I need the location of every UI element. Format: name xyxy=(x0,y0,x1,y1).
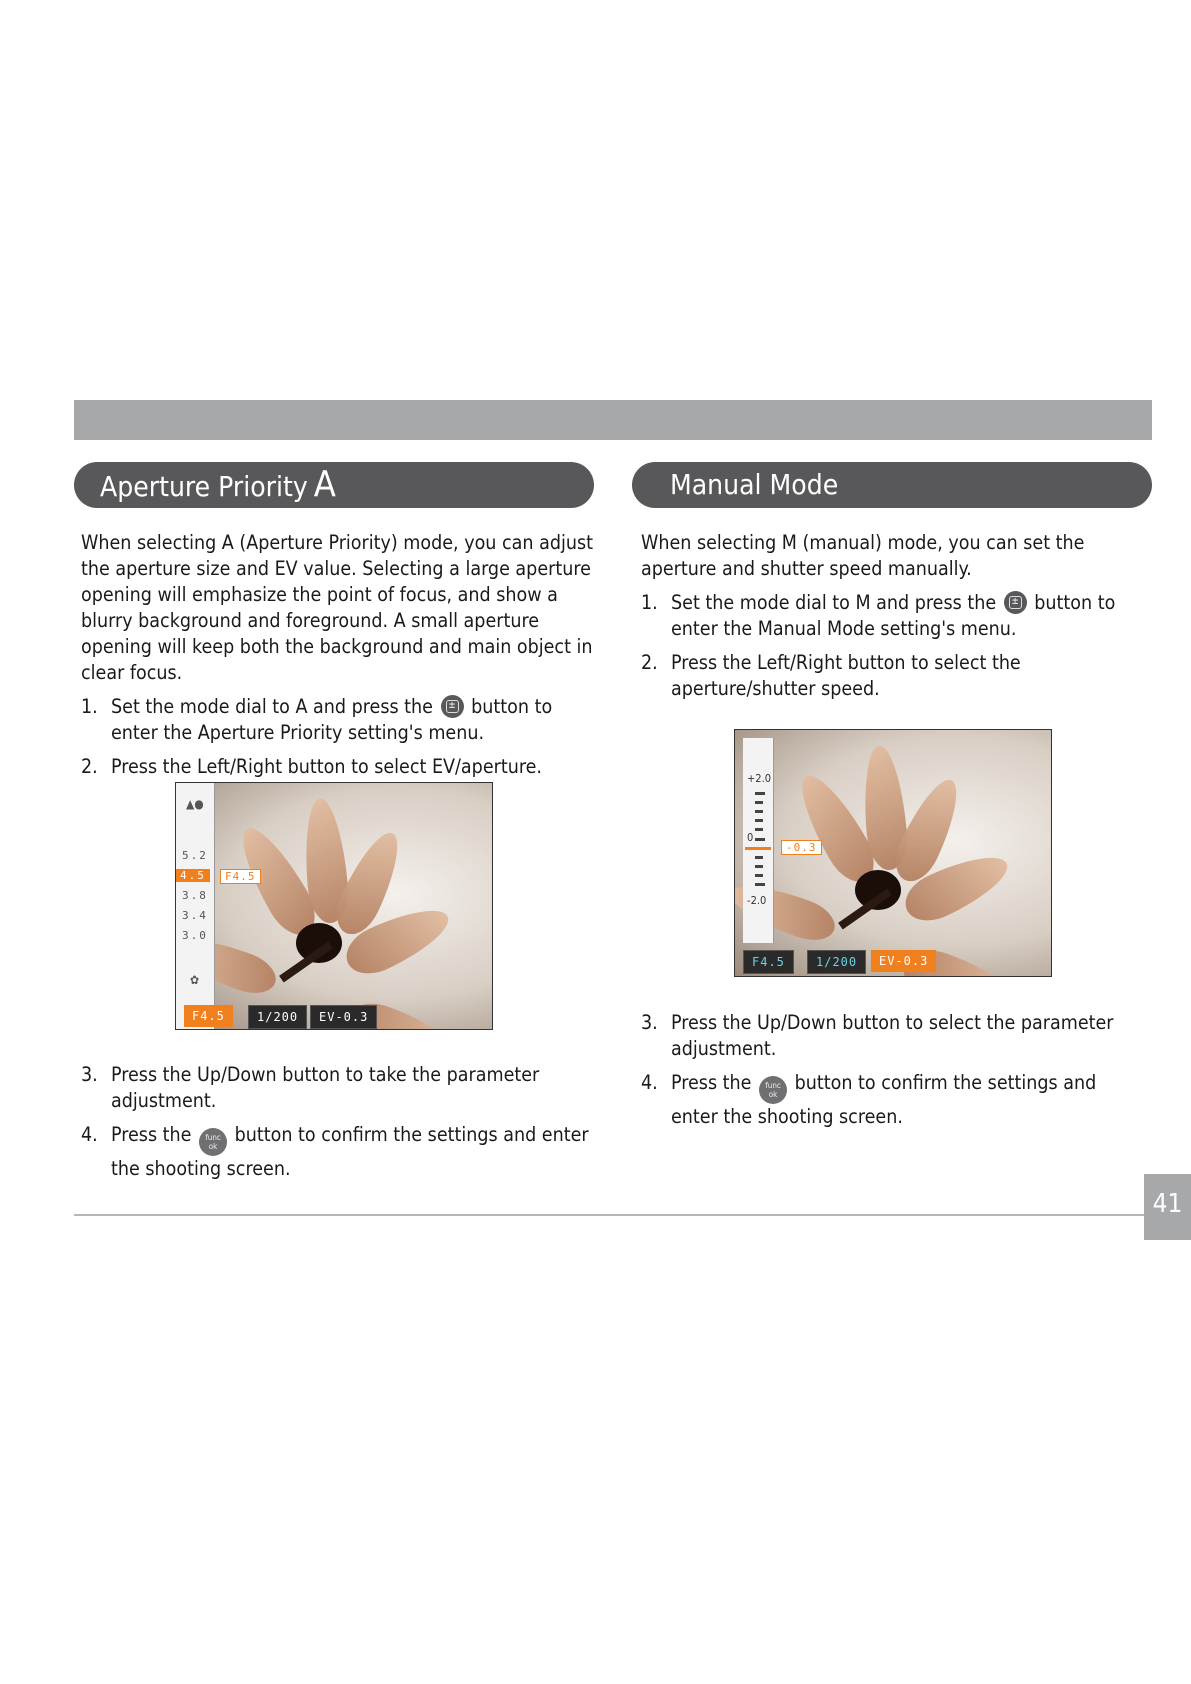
selected-value-tag: F4.5 xyxy=(220,869,261,884)
heading-text: Aperture Priority xyxy=(100,470,308,503)
shutter-status: 1/200 xyxy=(807,950,866,974)
steps-list xyxy=(81,694,601,780)
manual-mode-text-bottom xyxy=(641,1010,1141,1138)
list-item: 3. Press the Up/Down button to select the parameter adjustment. xyxy=(641,1011,1114,1060)
macro-icon: ✿ xyxy=(190,973,200,987)
steps-list xyxy=(641,590,1141,702)
list-item: 3. Press the Up/Down button to take the parameter adjustment. xyxy=(81,1063,540,1112)
intro-paragraph: When selecting A (Aperture Priority) mode, you can adjust the aperture size and EV value. Selecting a large aperture opening will emphasize the point of focus, and show a blurry background and foreground. A small aperture opening will keep both the background and main object in clear focus. xyxy=(81,531,593,684)
ev-button-icon: ± xyxy=(441,695,464,718)
header-bar xyxy=(74,400,1152,440)
ev-status: EV-0.3 xyxy=(310,1005,377,1029)
selected-value-tag: -0.3 xyxy=(781,840,822,855)
heading-text: Manual Mode xyxy=(670,468,839,501)
list-item: 1. Set the mode dial to A and press the ± button to enter the Aperture Priority setting's menu. xyxy=(81,695,553,744)
steps-list xyxy=(81,1062,601,1182)
ev-status: EV-0.3 xyxy=(871,950,936,972)
steps-list xyxy=(641,1010,1141,1130)
ev-button-icon: ± xyxy=(1004,591,1027,614)
list-item: 2. Press the Left/Right button to select EV/aperture. xyxy=(81,755,542,778)
aperture-status: F4.5 xyxy=(743,950,794,974)
section-heading-aperture-priority xyxy=(74,462,594,508)
list-item: 4. Press the func ok button to confirm the settings and enter the shooting screen. xyxy=(641,1071,1097,1128)
shutter-status: 1/200 xyxy=(248,1005,307,1029)
aperture-mode-icon: A xyxy=(313,464,336,505)
section-heading-manual-mode xyxy=(632,462,1152,508)
list-item: 2. Press the Left/Right button to select the aperture/shutter speed. xyxy=(641,651,1021,700)
ev-scale: +2.0 0 -2.0 xyxy=(743,738,774,943)
manual-mode-text xyxy=(641,530,1141,710)
footer-rule xyxy=(74,1214,1144,1216)
scene-icon: ▲● xyxy=(186,797,204,811)
page-number: 41 xyxy=(1144,1174,1191,1240)
list-item: 1. Set the mode dial to M and press the ± button to enter the Manual Mode setting's menu. xyxy=(641,591,1116,640)
aperture-priority-text xyxy=(81,530,601,788)
aperture-status: F4.5 xyxy=(184,1005,233,1027)
func-ok-button-icon: func ok xyxy=(199,1128,227,1156)
aperture-scale: ▲● 5.2 4.5 3.8 3.4 3.0 ✿ xyxy=(176,783,215,1029)
aperture-priority-text-bottom xyxy=(81,1062,601,1190)
aperture-priority-screen xyxy=(175,782,493,1030)
list-item: 4. Press the func ok button to confirm the settings and enter the shooting screen. xyxy=(81,1123,589,1180)
intro-paragraph: When selecting M (manual) mode, you can set the aperture and shutter speed manually. xyxy=(641,531,1085,580)
manual-mode-screen xyxy=(734,729,1052,977)
func-ok-button-icon: func ok xyxy=(759,1076,787,1104)
